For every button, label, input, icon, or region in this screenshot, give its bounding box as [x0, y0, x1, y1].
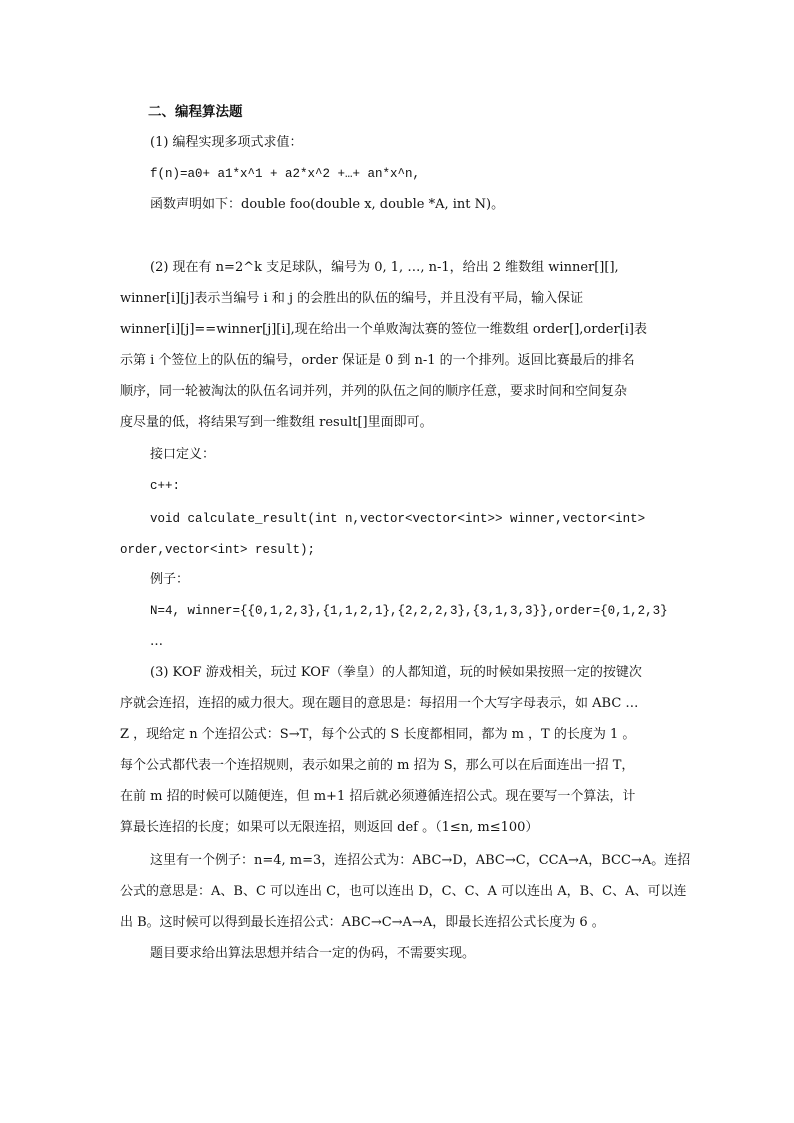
q2-signature-line-2: order,vector<int> result);: [120, 543, 316, 557]
q2-ellipsis: …: [150, 634, 163, 649]
q2-signature-line-1: void calculate_result(int n,vector<vector<int>> winner,vector<int>: [150, 512, 646, 526]
q3-requirement: 题目要求给出算法思想并结合一定的伪码，不需要实现。: [150, 946, 476, 961]
q1-formula: f(n)=a0+ a1*x^1 + a2*x^2 +…+ an*x^n,: [150, 167, 421, 181]
q3-example-line-3: 出 B。这时候可以得到最长连招公式：ABC→C→A→A，即最长连招公式长度为 6 。: [120, 915, 605, 930]
q3-line-4: 每个公式都代表一个连招规则，表示如果之前的 m 招为 S，那么可以在后面连出一招 T，: [120, 758, 635, 773]
section-title: 二、编程算法题: [148, 104, 243, 120]
q1-title: (1) 编程实现多项式求值：: [150, 135, 303, 150]
q2-line-2: winner[i][j]表示当编号 i 和 j 的会胜出的队伍的编号，并且没有平局，输入保证: [120, 291, 584, 306]
q3-example-line-2: 公式的意思是：A、B、C 可以连出 C，也可以连出 D，C、C、A 可以连出 A，B、C、A、可以连: [120, 884, 687, 899]
q2-line-4: 示第 i 个签位上的队伍的编号，order 保证是 0 到 n-1 的一个排列。返回比赛最后的排名: [120, 353, 635, 368]
q3-line-6: 算最长连招的长度；如果可以无限连招，则返回 def 。（1≤n, m≤100）: [120, 820, 539, 835]
q2-line-3: winner[i][j]==winner[j][i],现在给出一个单败淘汰赛的签位一维数组 order[],order[i]表: [120, 322, 647, 337]
q2-line-5: 顺序，同一轮被淘汰的队伍名词并列，并列的队伍之间的顺序任意，要求时间和空间复杂: [120, 384, 628, 399]
q2-line-6: 度尽量的低，将结果写到一维数组 result[]里面即可。: [120, 415, 433, 430]
q3-line-1: (3) KOF 游戏相关，玩过 KOF（拳皇）的人都知道，玩的时候如果按照一定的按键次: [150, 665, 642, 680]
q3-line-5: 在前 m 招的时候可以随便连，但 m+1 招后就必须遵循连招公式。现在要写一个算法，计: [120, 789, 636, 804]
q3-line-3: Z ，现给定 n 个连招公式：S→T，每个公式的 S 长度都相同，都为 m ，T 的长度为 1 。: [120, 727, 636, 742]
q2-language: c++:: [150, 479, 181, 493]
q3-line-2: 序就会连招，连招的威力很大。现在题目的意思是：每招用一个大写字母表示，如 ABC …: [120, 696, 639, 711]
q1-declaration: 函数声明如下：double foo(double x, double *A, int N)。: [150, 197, 505, 212]
q2-line-1: (2) 现在有 n=2^k 支足球队，编号为 0, 1, …, n-1，给出 2 维数组 winner[][],: [150, 260, 619, 275]
q2-interface-label: 接口定义：: [150, 447, 216, 462]
q2-example-label: 例子：: [150, 572, 190, 587]
q2-example: N=4, winner={{0,1,2,3},{1,1,2,1},{2,2,2,3},{3,1,3,3}},order={0,1,2,3}: [150, 604, 668, 618]
q3-example-line-1: 这里有一个例子：n=4, m=3，连招公式为：ABC→D，ABC→C，CCA→A，BCC→A。连招: [150, 853, 691, 868]
